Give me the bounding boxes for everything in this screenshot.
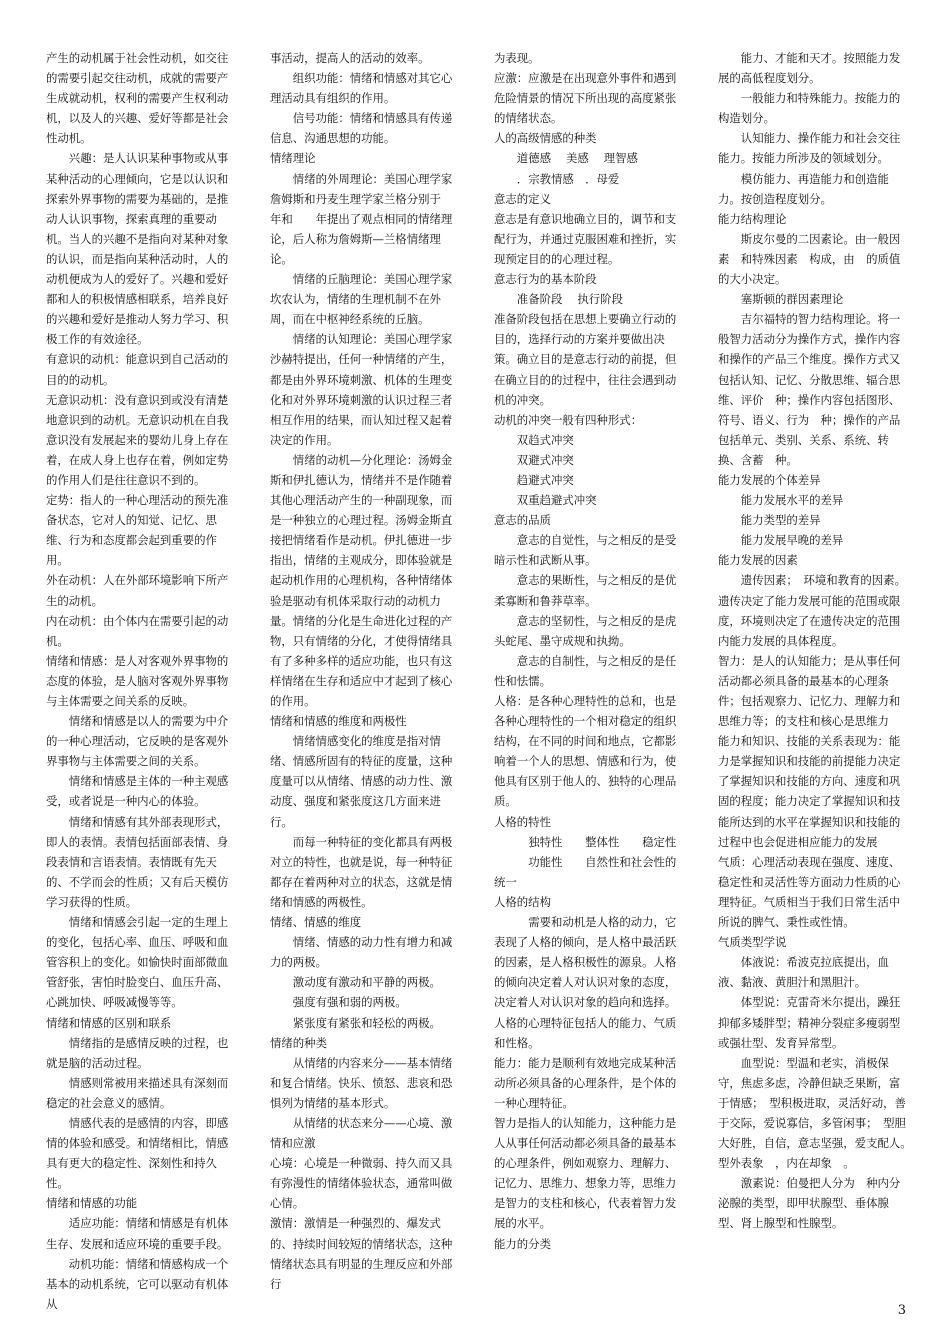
paragraph: 体型说：克雷奇米尔提出，躁狂抑郁多矮胖型；精神分裂症多瘦弱型或强壮型、发育异常型。 <box>718 995 901 1050</box>
paragraph: 意志的坚韧性，与之相反的是虎头蛇尾、墨守成规和执拗。 <box>494 613 677 648</box>
paragraph: 情绪的种类 <box>270 1035 327 1050</box>
paragraph: 适应功能：情绪和情感是有机体生存、发展和适应环境的重要手段。 <box>46 1216 229 1251</box>
paragraph: 情绪和情感的区别和联系 <box>46 1015 172 1030</box>
paragraph: 气质类型学说 <box>718 935 787 950</box>
paragraph: 双避式冲突 <box>516 452 574 467</box>
paragraph: 产生的动机属于社会性动机，如交往的需要引起交往动机，成就的需要产生成就动机，权利的需要产生权利动机，以及人的兴趣、爱好等都是社会性动机。 <box>46 51 229 146</box>
paragraph: 事活动，提高人的活动的效率。 <box>270 51 430 65</box>
paragraph: 能力的分类 <box>494 1236 551 1251</box>
paragraph: 激动度有激动和平静的两极。 <box>292 975 441 990</box>
paragraph: 斯皮尔曼的二因素论。由一般因素 和特殊因素 构成，由 的质值的大小决定。 <box>718 231 901 287</box>
paragraph: 情绪指的是感情反映的过程，也就是脑的活动过程。 <box>46 1035 229 1070</box>
paragraph: 从情绪的状态来分——心境、激情和应激 <box>270 1115 453 1151</box>
column-1 <box>46 48 236 1314</box>
paragraph: 意志的自觉性，与之相反的是受暗示性和武断从事。 <box>494 533 677 568</box>
paragraph: 而每一种特征的变化都具有两极对立的特性，也就是说，每一种特征都存在着两种对立的状态，这就是情绪和情感的两极性。 <box>270 834 453 909</box>
paragraph: 智力：是人的认知能力；是从事任何活动都必须具备的最基本的心理条件；包括观察力、记忆力、理解力和思维力等；的支柱和核心是思维力 <box>718 653 901 729</box>
paragraph: 能力发展的因素 <box>718 553 798 568</box>
paragraph: 意志的果断性，与之相反的是优柔寡断和鲁莽草率。 <box>494 573 677 608</box>
paragraph: 情绪情感变化的维度是指对情绪、情感所固有的特征的度量，这种度量可以从情绪、情感的动力性、激动度、强度和紧张度这几方面来进行。 <box>270 734 453 829</box>
paragraph: 兴趣：是人认识某种事物或从事某种活动的心理倾向，它是以认识和探索外界事物的需要为基础的，是推动人认识事物，探索真理的重要动机。当人的兴趣不是指向对某种对象的认识，而是指向某种活动时，人的动机便成为人的爱好了。兴趣和爱好都和人的积极情感相联系，培养良好的兴趣和爱好是推动人努力学习、积极工作的有效途径。 <box>46 151 229 347</box>
paragraph: 能力类型的差异 <box>740 513 821 528</box>
paragraph: 血型说：型温和老实，消极保守，焦虑多虑，冷静但缺乏果断，富于情感； 型积极进取，灵活好动，善于交际，爱说寡信，多管闲事； 型胆大好胜，自信，意志坚强，爱支配人。 型外表象 ，内在却象 。 <box>718 1055 918 1171</box>
paragraph: 定势：指人的一种心理活动的预先准备状态，它对人的知觉、记忆、思维、行为和态度都会起到重要的作用。 <box>46 493 229 568</box>
paragraph: 情绪和情感是主体的一种主观感受，或者说是一种内心的体验。 <box>46 774 229 809</box>
paragraph: 情绪和情感的功能 <box>46 1196 138 1211</box>
paragraph: 人格：是各种心理特性的总和，也是各种心理特性的一个相对稳定的组织结构，在不同的时间和地点，它都影响着一个人的思想、情感和行为，使他具有区别于他人的、独特的心理品质。 <box>494 694 677 809</box>
paragraph: 应激：应激是在出现意外事件和遇到危险情景的情况下所出现的高度紧张的情绪状态。 <box>494 71 677 126</box>
paragraph: 双重趋避式冲突 <box>516 493 597 508</box>
paragraph: 体液说：希波克拉底提出，血液、黏液、黄胆汁和黑胆汁。 <box>718 955 889 990</box>
paragraph: ．宗教情感 ．母爱 <box>516 171 620 186</box>
paragraph: 情绪和情感会引起一定的生理上的变化，包括心率、血压、呼吸和血管容积上的变化。如愉快时面部微血管舒张，害怕时脸变白、血压升高、心跳加快、呼吸减慢等等。 <box>46 915 229 1010</box>
paragraph: 情绪和情感：是人对客观外界事物的态度的体验，是人脑对客观外界事物与主体需要之间关系的反映。 <box>46 653 229 708</box>
paragraph: 从情绪的内容来分——基本情绪和复合情绪。快乐、愤怒、悲哀和恐惧列为情绪的基本形式。 <box>270 1055 453 1110</box>
paragraph: 气质：心理活动表现在强度、速度、稳定性和灵活性等方面动力性质的心理特征。气质相当于我们日常生活中所说的脾气、秉性或性情。 <box>718 854 901 930</box>
paragraph: 为表现。 <box>494 51 540 65</box>
paragraph: 能力发展水平的差异 <box>740 493 844 508</box>
paragraph: 双趋式冲突 <box>516 432 574 447</box>
paragraph: 人格的特性 <box>494 814 551 829</box>
paragraph: 情绪的动机—分化理论：汤姆金斯和伊扎德认为，情绪并不是作随着其他心理活动产生的一种副现象，而是一种独立的心理过程。汤姆金斯直接把情绪看作是动机。伊扎德进一步指出，情绪的主观成分，即体验就是起动机作用的心理机构，各种情绪体验是驱动有机体采取行动的动机力量。情绪的分化是生命进化过程的产物，只有情绪的分化，才使得情绪具有了多种多样的适应功能，也只有这样情绪在生存和适应中才起到了核心的作用。 <box>270 452 453 708</box>
paragraph: 情绪理论 <box>270 151 316 166</box>
paragraph: 心境：心境是一种微弱、持久而又具有弥漫性的情绪体验状态，通常叫做心情。 <box>270 1156 453 1211</box>
column-4 <box>718 48 918 1234</box>
paragraph: 人格的心理特征包括人的能力、气质和性格。 <box>494 1015 677 1050</box>
paragraph: 有意识的动机：能意识到自己活动的目的的动机。 <box>46 352 229 387</box>
paragraph: 情绪的认知理论：美国心理学家沙赫特提出，任何一种情绪的产生，都是由外界环境刺激、机体的生理变化和对外界环境刺激的认识过程三者相互作用的结果，而认知过程又起着决定的作用。 <box>270 332 453 447</box>
paragraph: 意志的自制性，与之相反的是任性和怯懦。 <box>494 653 677 688</box>
paragraph: 情绪和情感是以人的需要为中介的一种心理活动，它反映的是客观外界事物与主体需要之间的关系。 <box>46 714 229 769</box>
paragraph: 情绪和情感的维度和两极性 <box>270 714 407 729</box>
paragraph: 情绪和情感有其外部表现形式，即人的表情。表情包括面部表情、身段表情和言语表情。表情既有先天的、不学而会的性质；又有后天模仿学习获得的性质。 <box>46 814 229 909</box>
paragraph: 能力结构理论 <box>718 211 787 226</box>
column-2 <box>270 48 464 1294</box>
paragraph: 独特性 整体性 稳定性 <box>516 834 677 849</box>
paragraph: 能力、才能和天才。按照能力发展的高低程度划分。 <box>718 51 901 86</box>
paragraph: 趋避式冲突 <box>516 472 574 487</box>
paragraph: 准备阶段包括在思想上要确立行动的目的，选择行动的方案并要做出决策。确立目的是意志行动的前提，但在确立目的的过程中，往往会遇到动机的冲突。 <box>494 312 677 407</box>
paragraph: 能力发展早晚的差异 <box>740 533 844 548</box>
paragraph: 组织功能：情绪和情感对其它心理活动具有组织的作用。 <box>270 71 453 106</box>
paragraph: 情感代表的是感情的内容，即感情的体验和感受。和情绪相比，情感具有更大的稳定性、深刻性和持久性。 <box>46 1115 229 1191</box>
paragraph: 能力：能力是顺利有效地完成某种活动所必须具备的心理条件，是个体的一种心理特征。 <box>494 1055 677 1110</box>
paragraph: 情绪的外周理论：美国心理学家詹姆斯和丹麦生理学家兰格分别于 年和 年提出了观点相同的情绪理论，后人称为詹姆斯—兰格情绪理论。 <box>270 171 464 266</box>
paragraph: 信号功能：情绪和情感具有传递信息、沟通思想的功能。 <box>270 111 453 146</box>
paragraph: 紧张度有紧张和轻松的两极。 <box>292 1015 441 1030</box>
paragraph: 塞斯顿的群因素理论 <box>740 292 844 307</box>
paragraph: 内在动机：由个体内在需要引起的动机。 <box>46 613 229 648</box>
paragraph: 遗传因素； 环境和教育的因素。遗传决定了能力发展可能的范围或限度，环境则决定了在遗传决定的范围内能力发展的具体程度。 <box>718 573 906 648</box>
paragraph: 无意识动机：没有意识到或没有清楚地意识到的动机。无意识动机在自我意识没有发展起来的婴幼儿身上存在着，在成人身上也存在着，例如定势的作用人们是往往意识不到的。 <box>46 392 229 487</box>
paragraph: 情感则常被用来描述具有深刻而稳定的社会意义的感情。 <box>46 1075 229 1110</box>
paragraph: 能力和知识、技能的关系表现为：能力是掌握知识和技能的前提能力决定了掌握知识和技能的方向、速度和巩固的程度；能力决定了掌握知识和技能所达到的水平在掌握知识和技能的过程中也会促进相应能力的发展 <box>718 734 901 849</box>
paragraph: 情绪、情感的维度 <box>270 915 362 930</box>
paragraph: 一般能力和特殊能力。按能力的构造划分。 <box>718 91 901 126</box>
paragraph: 模仿能力、再造能力和创造能力。按创造程度划分。 <box>718 171 889 206</box>
paragraph: 道德感 美感 理智感 <box>516 151 638 166</box>
paragraph: 人格的结构 <box>494 894 551 909</box>
paragraph: 功能性 自然性和社会性的统一 <box>494 854 677 889</box>
paragraph: 意志行为的基本阶段 <box>494 272 597 287</box>
paragraph: 智力是指人的认知能力，这种能力是人从事任何活动都必须具备的最基本的心理条件，例如观察力、理解力、记忆力、思维力、想象力等，思维力是智力的支柱和核心，代表着智力发展的水平。 <box>494 1115 677 1231</box>
paragraph: 吉尔福特的智力结构理论。将一般智力活动分为操作方式，操作内容和操作的产品三个维度。操作方式又包括认知、记忆、分散思维、辐合思维、评价 种；操作内容包括图形、符号、语义、行为 种；操作的产品包括单元、类别、关系、系统、转换、含蓄 种。 <box>718 312 901 467</box>
paragraph: 情绪的丘脑理论：美国心理学家坎农认为，情绪的生理机制不在外周，而在中枢神经系统的丘脑。 <box>270 272 453 327</box>
page-number: 3 <box>897 1303 906 1318</box>
paragraph: 动机功能：情绪和情感构成一个基本的动机系统，它可以驱动有机体从 <box>46 1256 229 1311</box>
paragraph: 意志的品质 <box>494 513 551 528</box>
paragraph: 需要和动机是人格的动力，它表现了人格的倾向，是人格中最活跃的因素，是人格积极性的源泉。人格的倾向决定着人对认识对象的态度，决定着人对认识对象的趋向和选择。 <box>494 915 677 1010</box>
paragraph: 意志的定义 <box>494 191 551 206</box>
paragraph: 激情：激情是一种强烈的、爆发式的、持续时间较短的情绪状态，这种情绪状态具有明显的生理反应和外部行 <box>270 1216 453 1291</box>
paragraph: 强度有强和弱的两极。 <box>292 995 407 1010</box>
paragraph: 动机的冲突一般有四种形式： <box>494 412 643 427</box>
paragraph: 认知能力、操作能力和社会交往能力。按能力所涉及的领域划分。 <box>718 131 901 166</box>
paragraph: 情绪、情感的动力性有增力和减力的两极。 <box>270 935 453 970</box>
column-3 <box>494 48 684 1254</box>
paragraph: 激素说：伯曼把人分为 种内分泌腺的类型，即甲状腺型、垂体腺型、肾上腺型和性腺型。 <box>718 1176 901 1231</box>
paragraph: 能力发展的个体差异 <box>718 472 821 487</box>
paragraph: 人的高级情感的种类 <box>494 131 597 146</box>
paragraph: 外在动机：人在外部环境影响下所产生的动机。 <box>46 573 229 608</box>
paragraph: 意志是有意识地确立目的，调节和支配行为，并通过克服困难和挫折，实现预定目的的心理过程。 <box>494 211 677 266</box>
paragraph: 准备阶段 执行阶段 <box>516 292 623 307</box>
